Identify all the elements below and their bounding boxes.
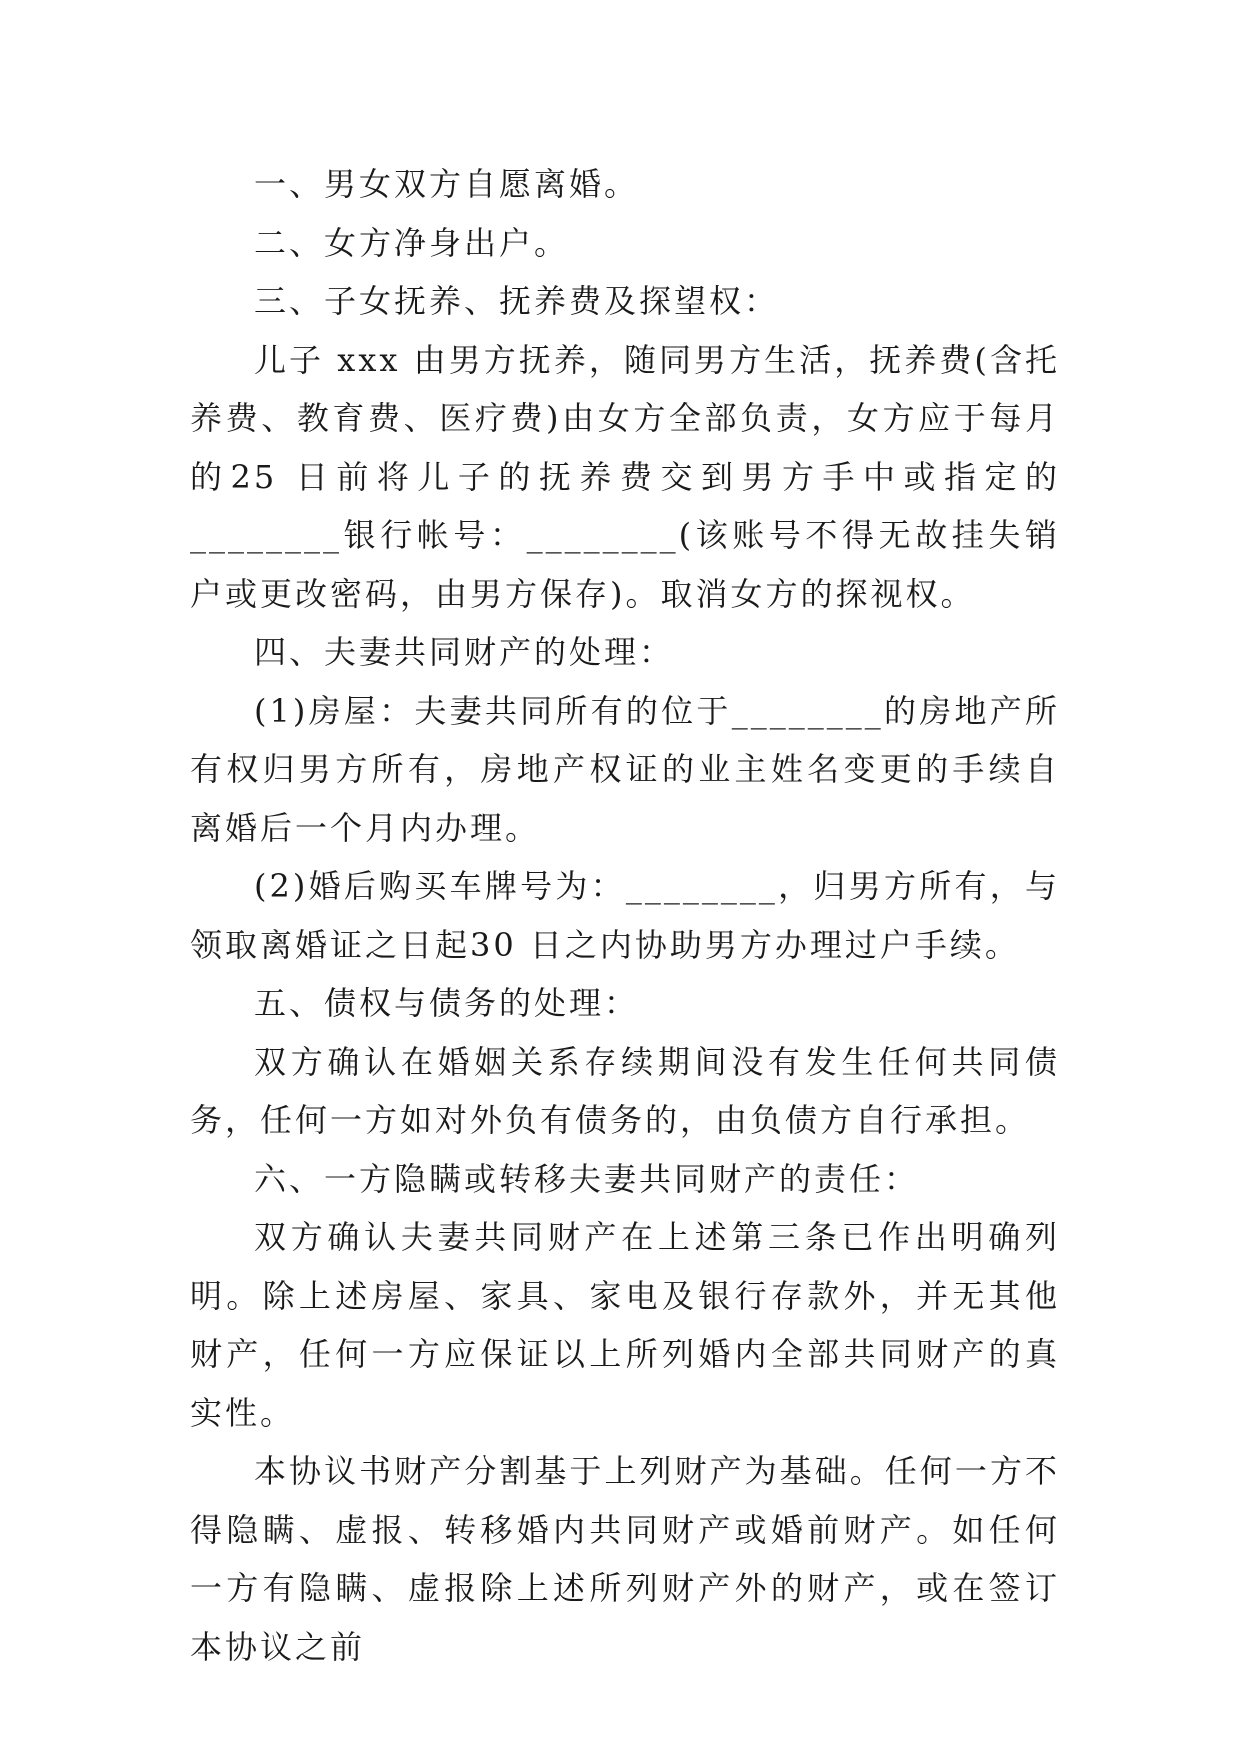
document-body: [190, 155, 1060, 1676]
clause-6-heading: 六、一方隐瞒或转移夫妻共同财产的责任：: [254, 1159, 920, 1198]
clause-6-property-confirmation: 双方确认夫妻共同财产在上述第三条已作出明确列明。除上述房屋、家具、家电及银行存款外，并无其他财产，任何一方应保证以上所列婚内全部共同财产的真实性。: [190, 1218, 1060, 1432]
clause-2-wife-leaves: 二、女方净身出户。: [254, 223, 570, 262]
clause-3-child-support: 儿子 xxx 由男方抚养，随同男方生活，抚养费(含托养费、教育费、医疗费)由女方全部负责，女方应于每月的25 日前将儿子的抚养费交到男方手中或指定的________银行帐号：________(该账号不得无故挂失销户或更改密码，由男方保存)。取消女方的探视权。: [190, 340, 1060, 613]
clause-3-heading: 三、子女抚养、抚养费及探望权：: [254, 282, 780, 320]
clause-5-heading: 五、债权与债务的处理：: [254, 984, 640, 1022]
clause-4-heading: 四、夫妻共同财产的处理：: [254, 633, 675, 671]
clause-4-house: (1)房屋：夫妻共同所有的位于________的房地产所有权归男方所有，房地产权证的业主姓名变更的手续自离婚后一个月内办理。: [190, 691, 1060, 847]
clause-4-vehicle: (2)婚后购买车牌号为：________，归男方所有，与领取离婚证之日起30 日之内协助男方办理过户手续。: [190, 867, 1060, 964]
clause-1-voluntary-divorce: 一、男女双方自愿离婚。: [254, 165, 640, 203]
clause-6-concealment: 本协议书财产分割基于上列财产为基础。任何一方不得隐瞒、虚报、转移婚内共同财产或婚前财产。如任何一方有隐瞒、虚报除上述所列财产外的财产，或在签订本协议之前: [190, 1452, 1060, 1666]
clause-5-debts: 双方确认在婚姻关系存续期间没有发生任何共同债务，任何一方如对外负有债务的，由负债方自行承担。: [190, 1042, 1060, 1139]
